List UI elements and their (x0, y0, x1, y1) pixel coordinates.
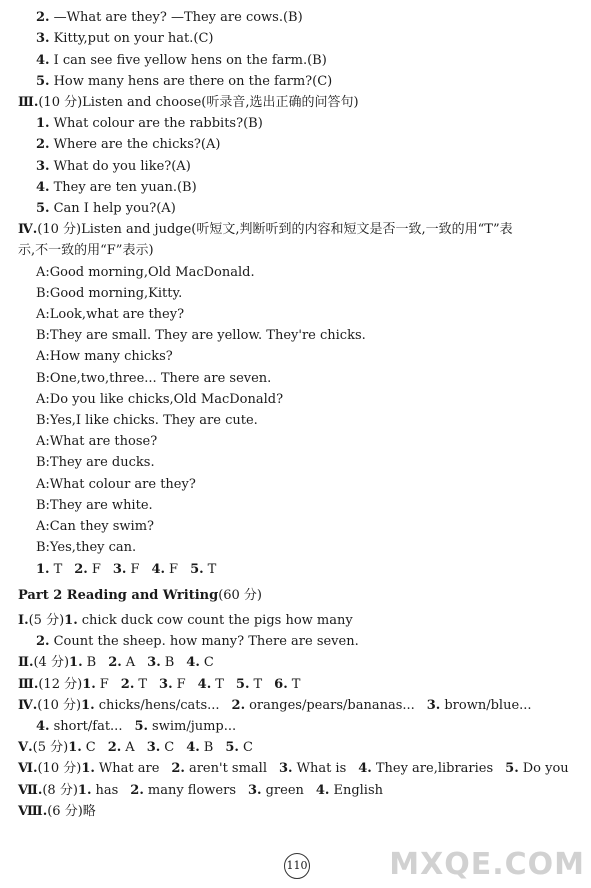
item-number: 1. (77, 783, 92, 798)
line-text: A:Can they swim? (36, 519, 154, 534)
line-text: swim/jump... (152, 719, 237, 734)
line-text: Ⅳ. (18, 222, 38, 237)
line-text: A (125, 655, 136, 670)
line-text: F (176, 677, 186, 692)
item-number: 1. (64, 613, 78, 628)
line-text: B:They are small. They are yellow. They're chicks. (36, 328, 366, 343)
line-text: C (203, 655, 214, 670)
item-number: 4. (151, 562, 166, 577)
text-line (36, 370, 271, 388)
item-number: 2. (36, 137, 50, 152)
line-text: B:Good morning,Kitty. (36, 286, 183, 301)
line-text: Ⅲ. (18, 677, 39, 692)
line-text: Kitty,put on your hat.(C) (53, 31, 214, 46)
item-number: 5. (505, 761, 519, 776)
line-text: Part 2 Reading and Writing (18, 588, 219, 603)
text-line (18, 782, 383, 800)
item-number: 2. (74, 562, 88, 577)
item-number: 1. (68, 740, 82, 755)
text-line (36, 476, 196, 494)
line-text: B:Yes,they can. (36, 540, 137, 555)
line-text: F (91, 562, 101, 577)
line-text: green (265, 783, 304, 798)
line-text: A:Look,what are they? (36, 307, 185, 322)
item-number: 3. (36, 159, 50, 174)
item-number: 2. (36, 634, 50, 649)
text-line (36, 561, 216, 579)
line-text: A:Good morning,Old MacDonald. (36, 265, 255, 280)
item-number: 2. (171, 761, 185, 776)
line-text: 示,不一致的用“F”表示) (18, 243, 154, 258)
text-line (18, 697, 532, 715)
item-number: 2. (36, 10, 50, 25)
line-text: What is (296, 761, 347, 776)
line-text: C (242, 740, 253, 755)
text-line (36, 391, 283, 409)
line-text: B (164, 655, 175, 670)
item-number: 3. (112, 562, 127, 577)
line-text: C (85, 740, 96, 755)
page-number: 110 (284, 853, 310, 879)
line-text: —What are they? —They are cows.(B) (53, 10, 303, 25)
text-line (36, 497, 153, 515)
line-text: I can see five yellow hens on the farm.(B) (53, 53, 327, 68)
line-text: chicks/hens/cats... (98, 698, 220, 713)
line-text: Where are the chicks?(A) (53, 137, 221, 152)
item-number: 5. (36, 74, 50, 89)
item-number: 3. (279, 761, 293, 776)
text-line (36, 179, 197, 197)
line-text: (10 分) (37, 698, 82, 713)
line-text: Ⅲ. (18, 95, 39, 110)
line-text: B (86, 655, 97, 670)
line-text: B:They are ducks. (36, 455, 155, 470)
line-text: They are,libraries (375, 761, 494, 776)
line-text: chick duck cow count the pigs how many (81, 613, 353, 628)
line-text: Ⅰ. (18, 613, 29, 628)
text-line (18, 654, 214, 672)
text-line (18, 676, 300, 694)
item-number: 1. (69, 655, 83, 670)
line-text: (12 分) (38, 677, 83, 692)
line-text: What are (98, 761, 160, 776)
line-text: A:Do you like chicks,Old MacDonald? (36, 392, 284, 407)
item-number: 6. (274, 677, 288, 692)
line-text: A:What are those? (36, 434, 158, 449)
line-text: oranges/pears/bananas... (249, 698, 415, 713)
text-line (36, 285, 182, 303)
item-number: 2. (231, 698, 246, 713)
item-number: 3. (147, 655, 161, 670)
text-line (18, 587, 262, 605)
line-text: T (53, 562, 63, 577)
line-text: (6 分)略 (47, 804, 96, 819)
line-text: short/fat... (53, 719, 123, 734)
text-line (36, 454, 155, 472)
item-number: 2. (130, 783, 144, 798)
item-number: 2. (108, 655, 122, 670)
text-line (36, 539, 136, 557)
line-text: Do you (522, 761, 569, 776)
line-text: Ⅱ. (18, 655, 34, 670)
item-number: 4. (315, 783, 330, 798)
text-line (36, 200, 176, 218)
text-line (18, 221, 513, 239)
text-line (36, 115, 263, 133)
text-line (36, 52, 327, 70)
line-text: How many hens are there on the farm?(C) (53, 74, 333, 89)
item-number: 5. (235, 677, 250, 692)
item-number: 2. (107, 740, 122, 755)
text-line (36, 633, 359, 651)
item-number: 3. (36, 31, 50, 46)
line-text: (10 分)Listen and judge(听短文,判断听到的内容和短文是否一致,一致的用“T”表 (37, 222, 513, 237)
item-number: 4. (186, 655, 200, 670)
line-text: T (291, 677, 301, 692)
line-text: Ⅵ. (18, 761, 38, 776)
text-line (36, 433, 157, 451)
text-line (18, 760, 569, 778)
text-line (36, 136, 220, 154)
line-text: B (203, 740, 214, 755)
text-line (36, 327, 366, 345)
text-line (36, 9, 303, 27)
text-line (18, 242, 154, 260)
line-text: (4 分) (33, 655, 70, 670)
item-number: 4. (358, 761, 372, 776)
item-number: 1. (82, 677, 96, 692)
item-number: 4. (36, 719, 50, 734)
line-text: (8 分) (42, 783, 78, 798)
item-number: 3. (159, 677, 173, 692)
item-number: 1. (81, 761, 95, 776)
line-text: F (99, 677, 109, 692)
line-text: (5 分) (28, 613, 65, 628)
line-text: A:What colour are they? (36, 477, 196, 492)
item-number: 5. (134, 719, 149, 734)
line-text: A:How many chicks? (36, 349, 173, 364)
line-text: (10 分)Listen and choose(听录音,选出正确的问答句) (38, 95, 359, 110)
item-number: 3. (146, 740, 161, 755)
line-text: F (169, 562, 179, 577)
text-line (36, 30, 214, 48)
line-text: (60 分) (218, 588, 263, 603)
line-text: T (215, 677, 224, 692)
text-line (36, 718, 236, 736)
text-line (36, 264, 255, 282)
line-text: B:One,two,three... There are seven. (36, 371, 272, 386)
line-text: brown/blue... (444, 698, 532, 713)
line-text: They are ten yuan.(B) (53, 180, 197, 195)
text-line (18, 94, 359, 112)
text-line (36, 158, 191, 176)
line-text: T (138, 677, 148, 692)
line-text: English (333, 783, 384, 798)
text-line (36, 348, 173, 366)
item-number: 3. (426, 698, 441, 713)
item-number: 4. (186, 740, 200, 755)
line-text: Ⅳ. (18, 698, 38, 713)
line-text: T (253, 677, 263, 692)
text-line (18, 803, 96, 821)
item-number: 5. (190, 562, 204, 577)
item-number: 1. (36, 562, 50, 577)
line-text: F (130, 562, 140, 577)
line-text: What do you like?(A) (53, 159, 191, 174)
text-line (36, 306, 184, 324)
line-text: A (125, 740, 135, 755)
text-line (36, 412, 258, 430)
item-number: 3. (248, 783, 262, 798)
text-line (36, 73, 332, 91)
line-text: Ⅶ. (18, 783, 43, 798)
line-text: Ⅷ. (18, 804, 48, 819)
text-line (18, 612, 353, 630)
line-text: (10 分) (37, 761, 82, 776)
line-text: aren't small (188, 761, 267, 776)
line-text: Ⅴ. (18, 740, 33, 755)
line-text: Count the sheep. how many? There are seven. (53, 634, 359, 649)
text-line (18, 739, 253, 757)
line-text: (5 分) (32, 740, 69, 755)
item-number: 4. (36, 180, 50, 195)
item-number: 1. (36, 116, 50, 131)
line-text: C (164, 740, 175, 755)
text-line (36, 518, 154, 536)
line-text: has (95, 783, 119, 798)
item-number: 2. (120, 677, 135, 692)
watermark-logo: MXQE.COM (389, 847, 585, 882)
line-text: B:They are white. (36, 498, 153, 513)
item-number: 5. (225, 740, 239, 755)
line-text: Can I help you?(A) (53, 201, 176, 216)
line-text: B:Yes,I like chicks. They are cute. (36, 413, 258, 428)
item-number: 4. (36, 53, 50, 68)
line-text: many flowers (147, 783, 237, 798)
line-text: T (207, 562, 217, 577)
item-number: 4. (197, 677, 212, 692)
line-text: What colour are the rabbits?(B) (53, 116, 263, 131)
item-number: 5. (36, 201, 50, 216)
item-number: 1. (81, 698, 95, 713)
